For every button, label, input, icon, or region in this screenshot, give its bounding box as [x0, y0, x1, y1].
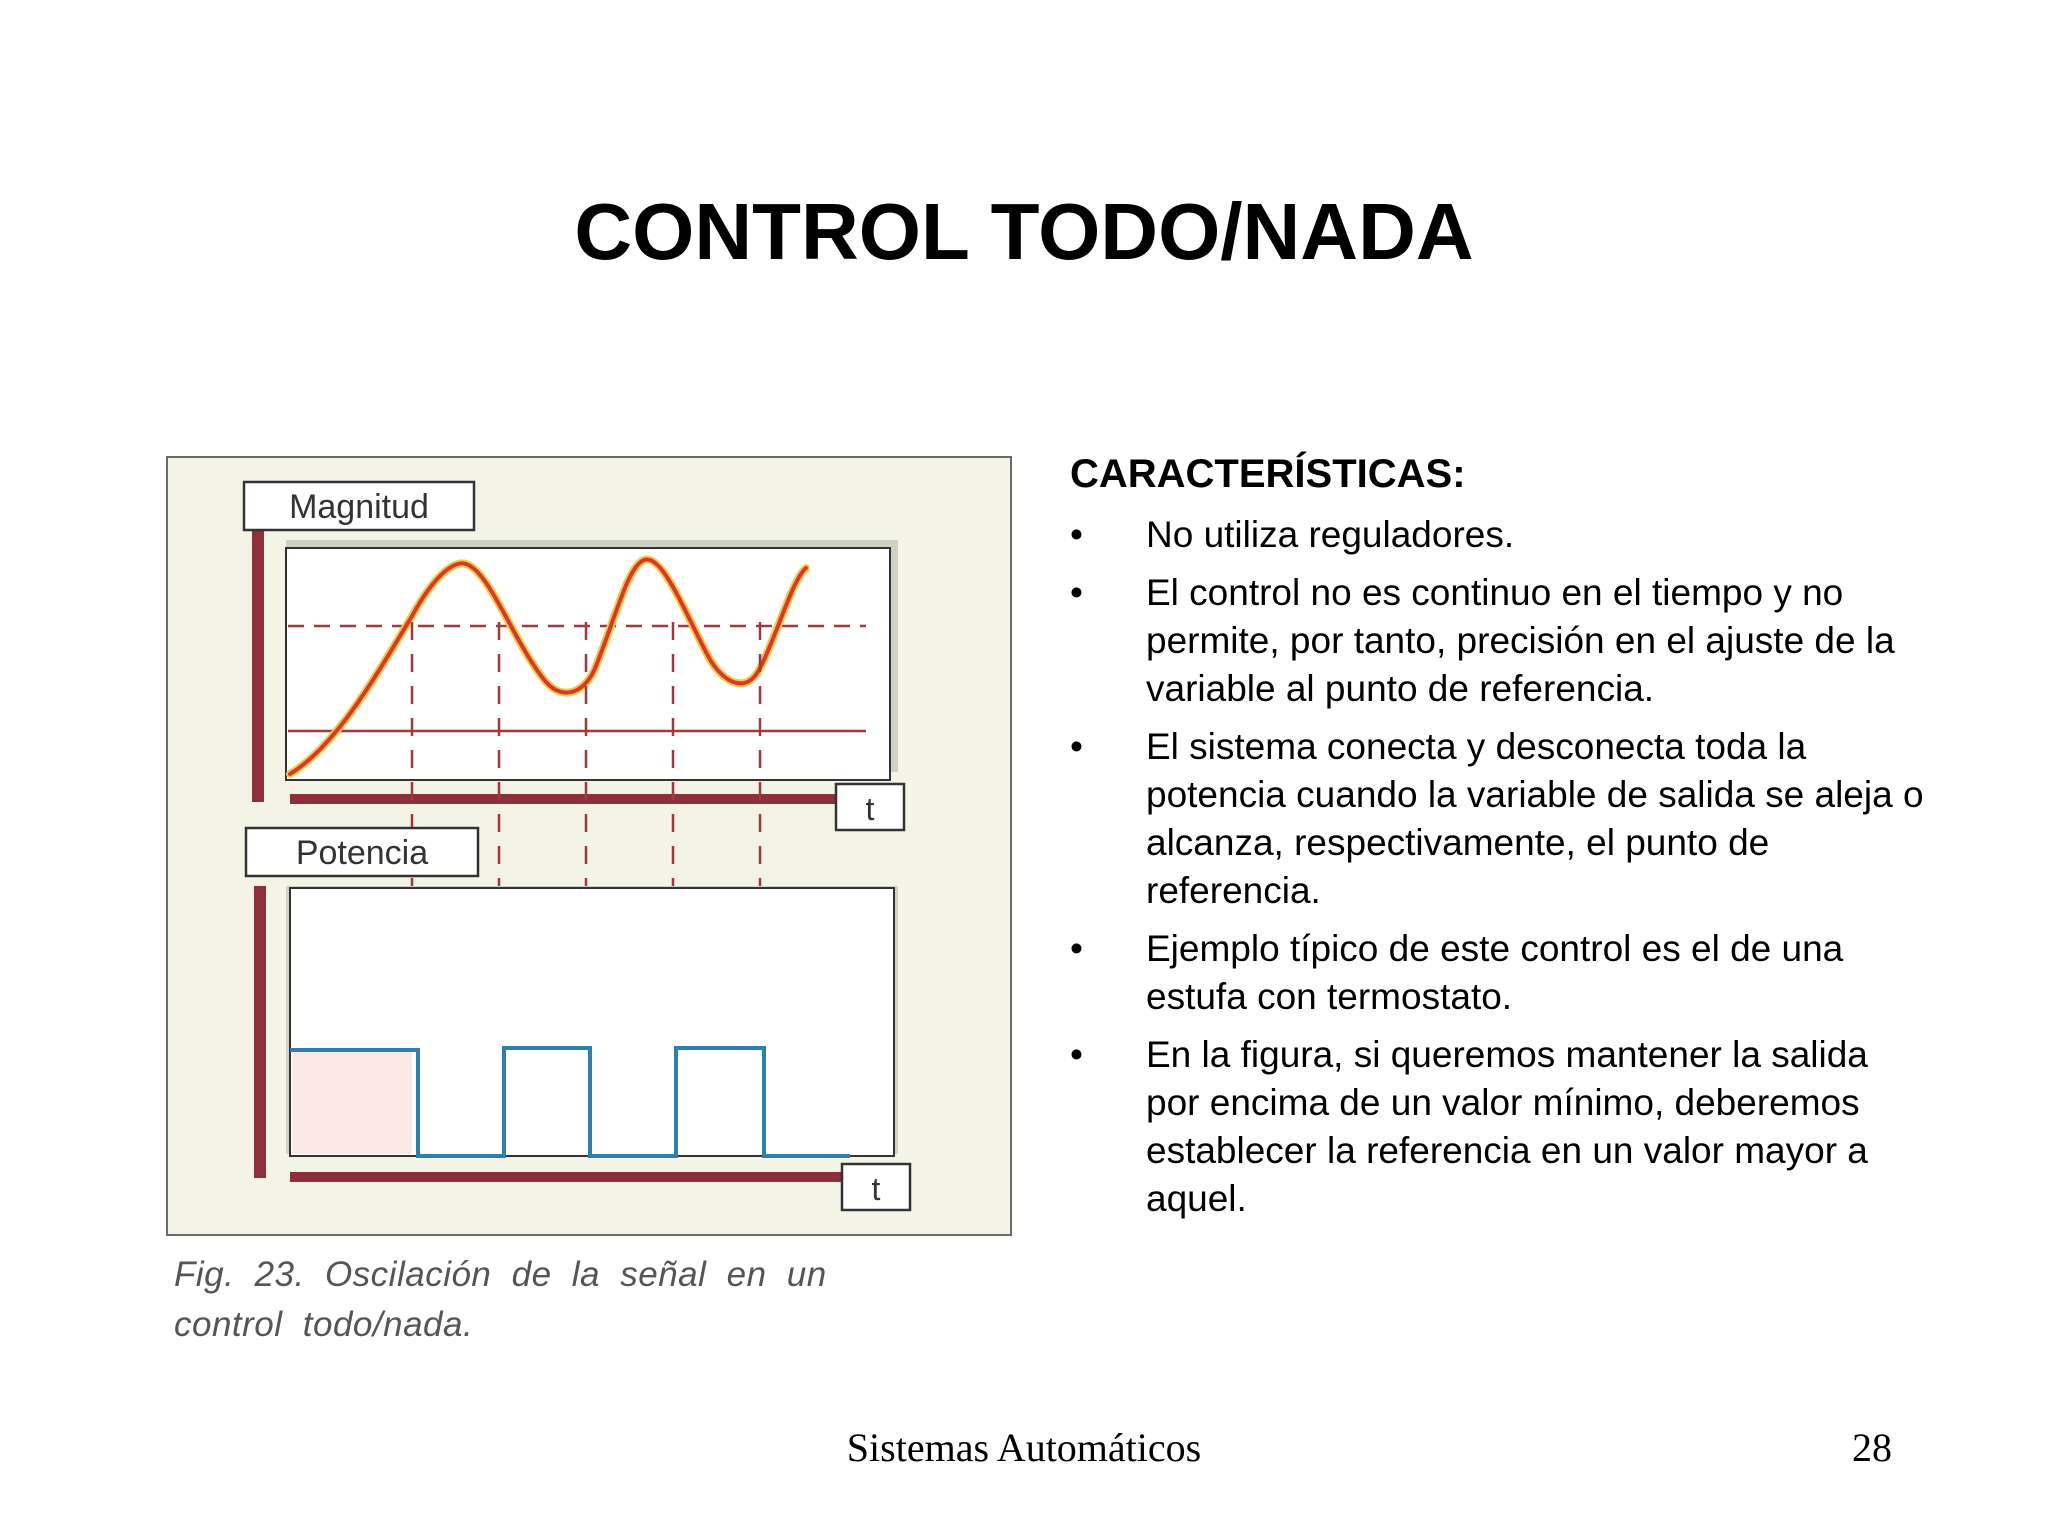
list-item [1070, 569, 1930, 713]
characteristics-panel [1070, 452, 1930, 1233]
bullet-text: Ejemplo típico de este control es el de una estufa con termostato. [1146, 928, 1844, 1017]
bullet-icon: • [1070, 572, 1083, 613]
oscillation-figure [166, 456, 1016, 1356]
list-item [1070, 925, 1930, 1021]
power-vertical-axis [254, 886, 266, 1178]
bullet-icon: • [1070, 928, 1083, 969]
list-item [1070, 1031, 1930, 1223]
magnitude-vertical-axis [252, 530, 264, 802]
list-item [1070, 723, 1930, 915]
time-label-top: t [865, 791, 875, 827]
characteristics-list [1070, 511, 1930, 1223]
oscillation-diagram [166, 456, 1016, 1246]
characteristics-heading: CARACTERÍSTICAS: [1070, 452, 1466, 496]
bullet-text: En la figura, si queremos mantener la salida por encima de un valor mínimo, deberemos establecer la referencia en un valor mayor a aquel. [1146, 1034, 1868, 1219]
bullet-icon: • [1070, 726, 1083, 767]
page-number: 28 [1852, 1425, 1892, 1470]
magnitude-label: Magnitud [289, 488, 429, 526]
list-item [1070, 511, 1930, 559]
bullet-text: No utiliza reguladores. [1146, 514, 1515, 555]
power-label: Potencia [295, 834, 429, 872]
power-time-axis [290, 1172, 846, 1182]
bullet-icon: • [1070, 1034, 1083, 1075]
slide-title: CONTROL TODO/NADA [574, 187, 1474, 276]
power-on-fill [292, 1050, 412, 1154]
bullet-text: El sistema conecta y desconecta toda la potencia cuando la variable de salida se aleja o alcanza, respectivamente, el punto de referencia. [1146, 726, 1924, 911]
slide-footer: Sistemas Automáticos [846, 1425, 1202, 1470]
time-label-bottom: t [871, 1171, 881, 1207]
bullet-icon: • [1070, 514, 1083, 555]
bullet-text: El control no es continuo en el tiempo y no permite, por tanto, precisión en el ajuste de la variable al punto de referencia. [1146, 572, 1895, 709]
figure-caption: Fig. 23. Oscilación de la señal en un control todo/nada. [174, 1255, 827, 1344]
